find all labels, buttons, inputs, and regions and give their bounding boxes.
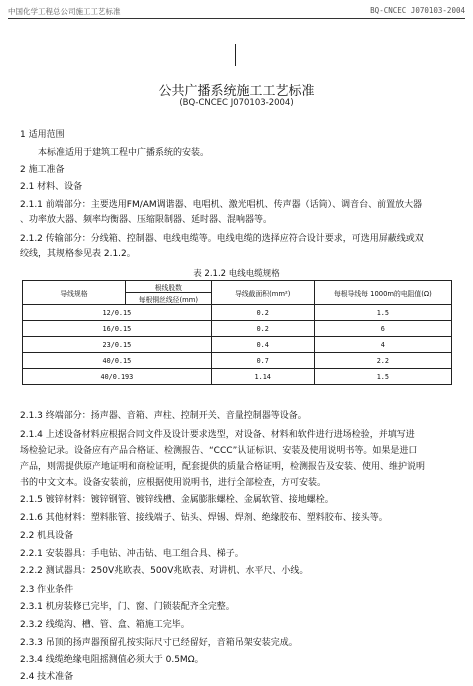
table-cell: 4 [314,337,451,353]
table-cell: 40/0.193 [23,369,212,385]
header-cell: 每根导线每 1000m的电阻值(Ω) [314,281,451,305]
table-cell: 0.7 [211,353,314,369]
paragraph: 书的中文文本。设备安装前，应根据使用说明书，进行全部检查，方可安装。 [20,478,327,488]
section-heading: 1 适用范围 [20,130,65,140]
table-cell: 12/0.15 [23,305,212,321]
header-cell: 导线规格 [23,281,126,305]
section-heading: 2.4 技术准备 [20,672,74,682]
table-caption: 表 2.1.2 电线电缆规格 [193,269,280,279]
header-left: 中国化学工程总公司施工工艺标准 [8,7,121,16]
table-cell: 1.5 [314,369,451,385]
table-row [23,337,452,353]
paragraph: 2.1.1 前端部分：主要选用FM/AM调谐器、电唱机、激光唱机、传声器（话筒）、调音台、前置放大器 [20,200,423,210]
table-row [23,321,452,337]
table-cell: 23/0.15 [23,337,212,353]
cable-spec-table [22,280,452,385]
page-header [8,4,465,19]
table-cell: 0.2 [211,321,314,337]
paragraph: 本标准适用于建筑工程中广播系统的安装。 [38,148,210,158]
paragraph: 2.1.3 终端部分：扬声器、音箱、声柱、控制开关、音量控制器等设备。 [20,411,307,421]
paragraph: 2.3.2 线缆沟、槽、管、盒、箱施工完毕。 [20,620,190,630]
paragraph: 2.1.4 上述设备材料应根据合同文件及设计要求选型，对设备、材料和软件进行进场检验，并填写进 [20,430,415,440]
section-heading: 2 施工准备 [20,165,65,175]
document-code: (BQ-CNCEC J070103-2004) [179,98,294,108]
header-cell: 导线截面积(mm²) [211,281,314,305]
section-heading: 2.2 机具设备 [20,531,74,541]
table-cell: 40/0.15 [23,353,212,369]
table-cell: 16/0.15 [23,321,212,337]
table-row [23,353,452,369]
paragraph: 2.3.4 线缆绝缘电阻摇测值必须大于 0.5MΩ。 [20,655,204,665]
header-cell: 根线股数 [125,281,211,293]
table-cell: 2.2 [314,353,451,369]
section-heading: 2.3 作业条件 [20,585,74,595]
table-cell: 1.14 [211,369,314,385]
paragraph: 产品，则需提供原产地证明和商检证明，配套提供的质量合格证明，检测报告及安装、使用、维护说明 [20,462,426,472]
paragraph: 绞线，其规格参见表 2.1.2。 [20,249,136,259]
header-right: BQ-CNCEC J070103-2004 [370,6,465,15]
table-row [23,305,452,321]
paragraph: 、功率放大器、频率均衡器、压缩限制器、延时器、混响器等。 [20,215,273,225]
table-cell: 6 [314,321,451,337]
paragraph: 2.1.5 镀锌材料：镀锌钢管、镀锌线槽、金属膨胀螺栓、金属软管、接地螺栓。 [20,495,334,505]
paragraph: 2.3.1 机房装修已完毕，门、窗、门锁装配齐全完整。 [20,602,235,612]
section-heading: 2.1 材料、设备 [20,182,83,192]
table-cell: 0.4 [211,337,314,353]
document-title: 公共广播系统施工工艺标准 [158,84,315,99]
paragraph: 场检验记录。设备应有产品合格证、检测报告、“CCC”认证标识、安装及使用说明书等。如果是进口 [20,446,418,456]
paragraph: 2.2.1 安装器具：手电钻、冲击钻、电工组合具、梯子。 [20,549,244,559]
paragraph: 2.2.2 测试器具：250V兆欧表、500V兆欧表、对讲机、水平尺、小线。 [20,566,309,576]
paragraph: 2.3.3 吊顶的扬声器预留孔按实际尺寸已经留好，音箱吊架安装完成。 [20,638,298,648]
header-cell: 每根铜丝线径(mm) [125,293,211,305]
table-row [23,369,452,385]
paragraph: 2.1.2 传输部分：分线箱、控制器、电线电缆等。电线电缆的选择应符合设计要求，可选用屏蔽线或双 [20,234,424,244]
table-cell: 1.5 [314,305,451,321]
paragraph: 2.1.6 其他材料：塑料胀管、接线端子、钻头、焊锡、焊剂、绝缘胶布、塑料胶布、接头等。 [20,513,388,523]
table-cell: 0.2 [211,305,314,321]
vertical-marker [235,44,236,66]
